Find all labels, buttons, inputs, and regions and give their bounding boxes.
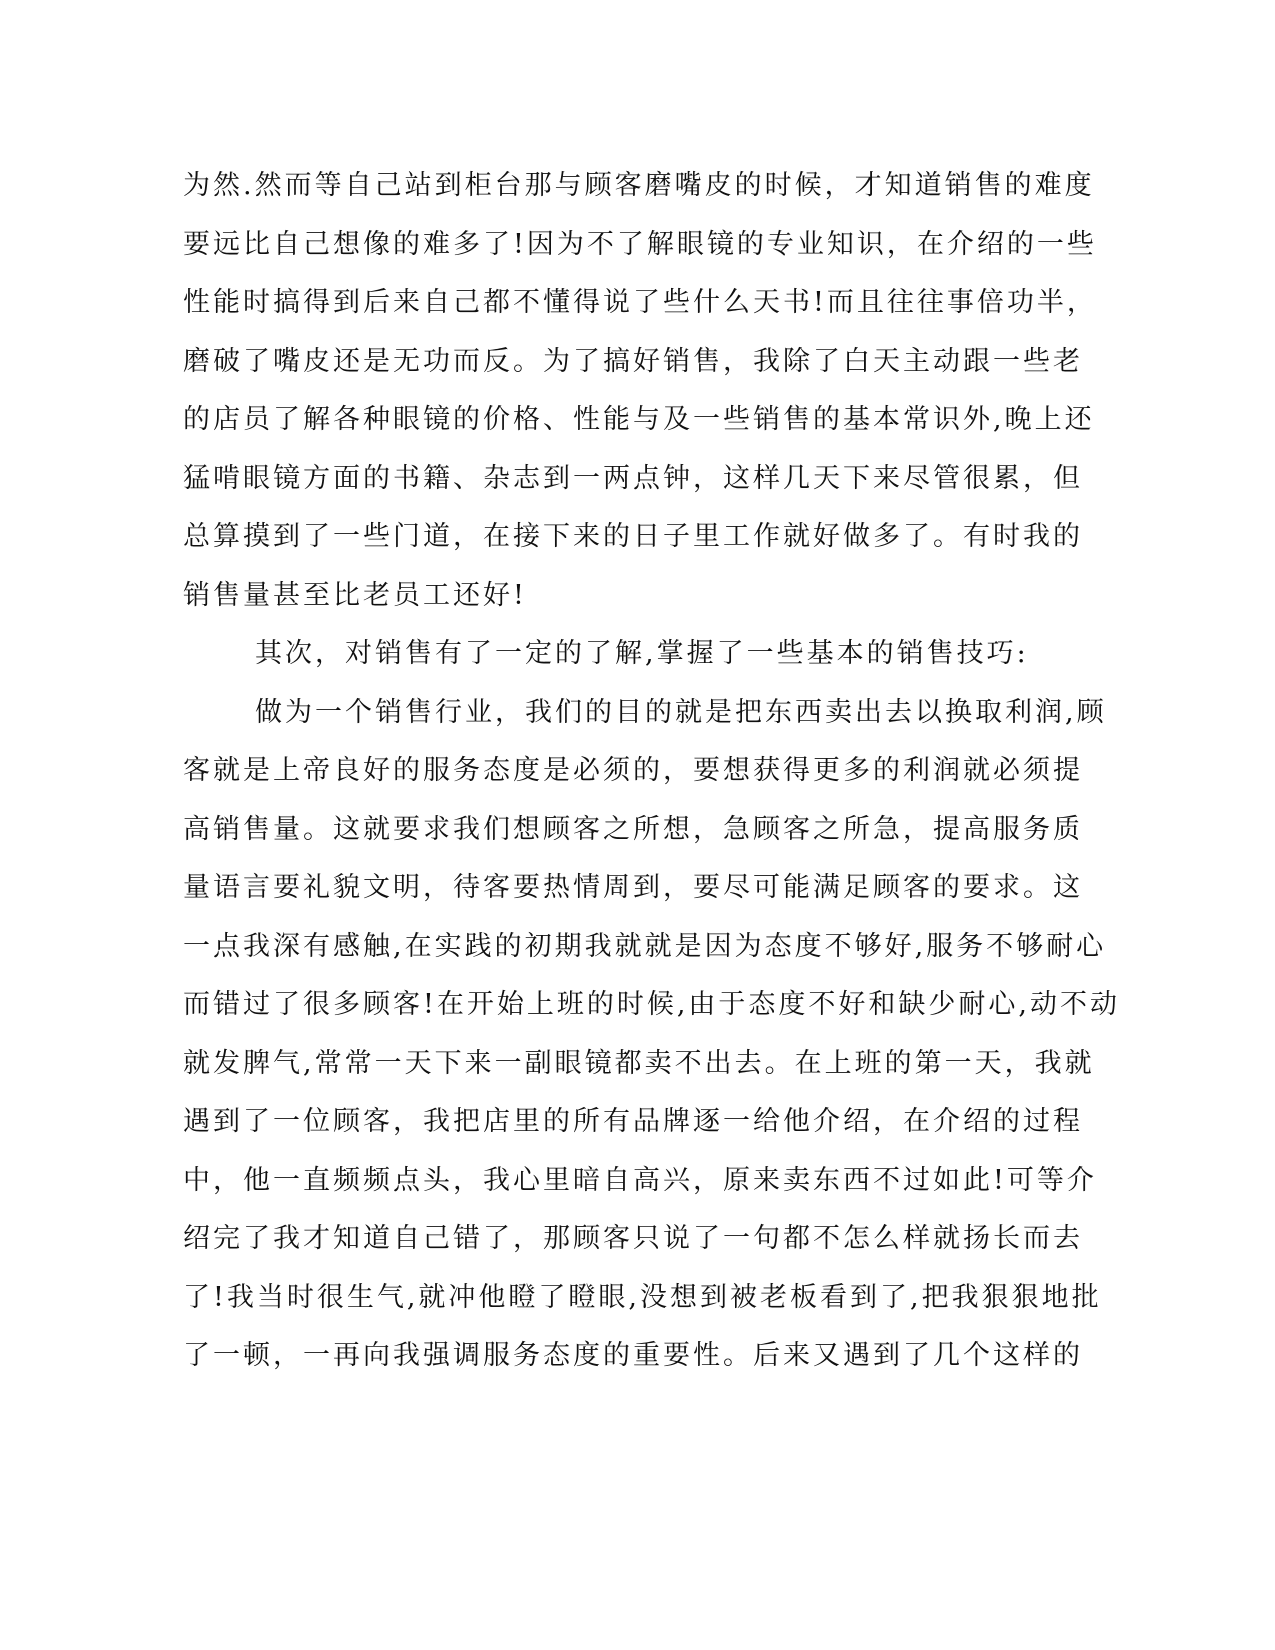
text-line: 绍完了我才知道自己错了，那顾客只说了一句都不怎么样就扬长而去 [183, 1223, 1083, 1254]
paragraph-start-line: 做为一个销售行业，我们的目的就是把东西卖出去以换取利润,顾 [255, 696, 1107, 728]
text-line: 而错过了很多顾客!在开始上班的时候,由于态度不好和缺少耐心,动不动 [183, 989, 1121, 1020]
text-line: 的店员了解各种眼镜的价格、性能与及一些销售的基本常识外,晚上还 [183, 404, 1095, 435]
text-line: 客就是上帝良好的服务态度是必须的，要想获得更多的利润就必须提 [183, 755, 1083, 786]
text-line: 量语言要礼貌文明，待客要热情周到，要尽可能满足顾客的要求。这 [183, 872, 1083, 903]
text-line: 猛啃眼镜方面的书籍、杂志到一两点钟，这样几天下来尽管很累，但 [183, 462, 1083, 494]
text-line: 了!我当时很生气,就冲他瞪了瞪眼,没想到被老板看到了,把我狠狠地批 [183, 1281, 1102, 1313]
text-line: 为然.然而等自己站到柜台那与顾客磨嘴皮的时候，才知道销售的难度 [183, 170, 1095, 201]
text-line: 就发脾气,常常一天下来一副眼镜都卖不出去。在上班的第一天，我就 [183, 1047, 1095, 1079]
text-line: 了一顿，一再向我强调服务态度的重要性。后来又遇到了几个这样的 [183, 1340, 1083, 1371]
text-line: 要远比自己想像的难多了!因为不了解眼镜的专业知识，在介绍的一些 [183, 228, 1097, 260]
text-line: 磨破了嘴皮还是无功而反。为了搞好销售，我除了白天主动跟一些老 [183, 345, 1083, 377]
text-line: 一点我深有感触,在实践的初期我就就是因为态度不够好,服务不够耐心 [183, 930, 1107, 962]
text-line: 性能时搞得到后来自己都不懂得说了些什么天书!而且往往事倍功半， [183, 287, 1097, 318]
body-text [183, 157, 1121, 1386]
text-line: 中，他一直频频点头，我心里暗自高兴，原来卖东西不过如此!可等介 [183, 1164, 1097, 1196]
text-line: 高销售量。这就要求我们想顾客之所想，急顾客之所急，提高服务质 [183, 813, 1083, 845]
text-line: 销售量甚至比老员工还好! [183, 579, 527, 611]
paragraph-start-line: 其次，对销售有了一定的了解,掌握了一些基本的销售技巧: [255, 638, 1029, 669]
text-line: 总算摸到了一些门道，在接下来的日子里工作就好做多了。有时我的 [183, 521, 1083, 552]
text-line: 遇到了一位顾客，我把店里的所有品牌逐一给他介绍，在介绍的过程 [183, 1106, 1083, 1137]
